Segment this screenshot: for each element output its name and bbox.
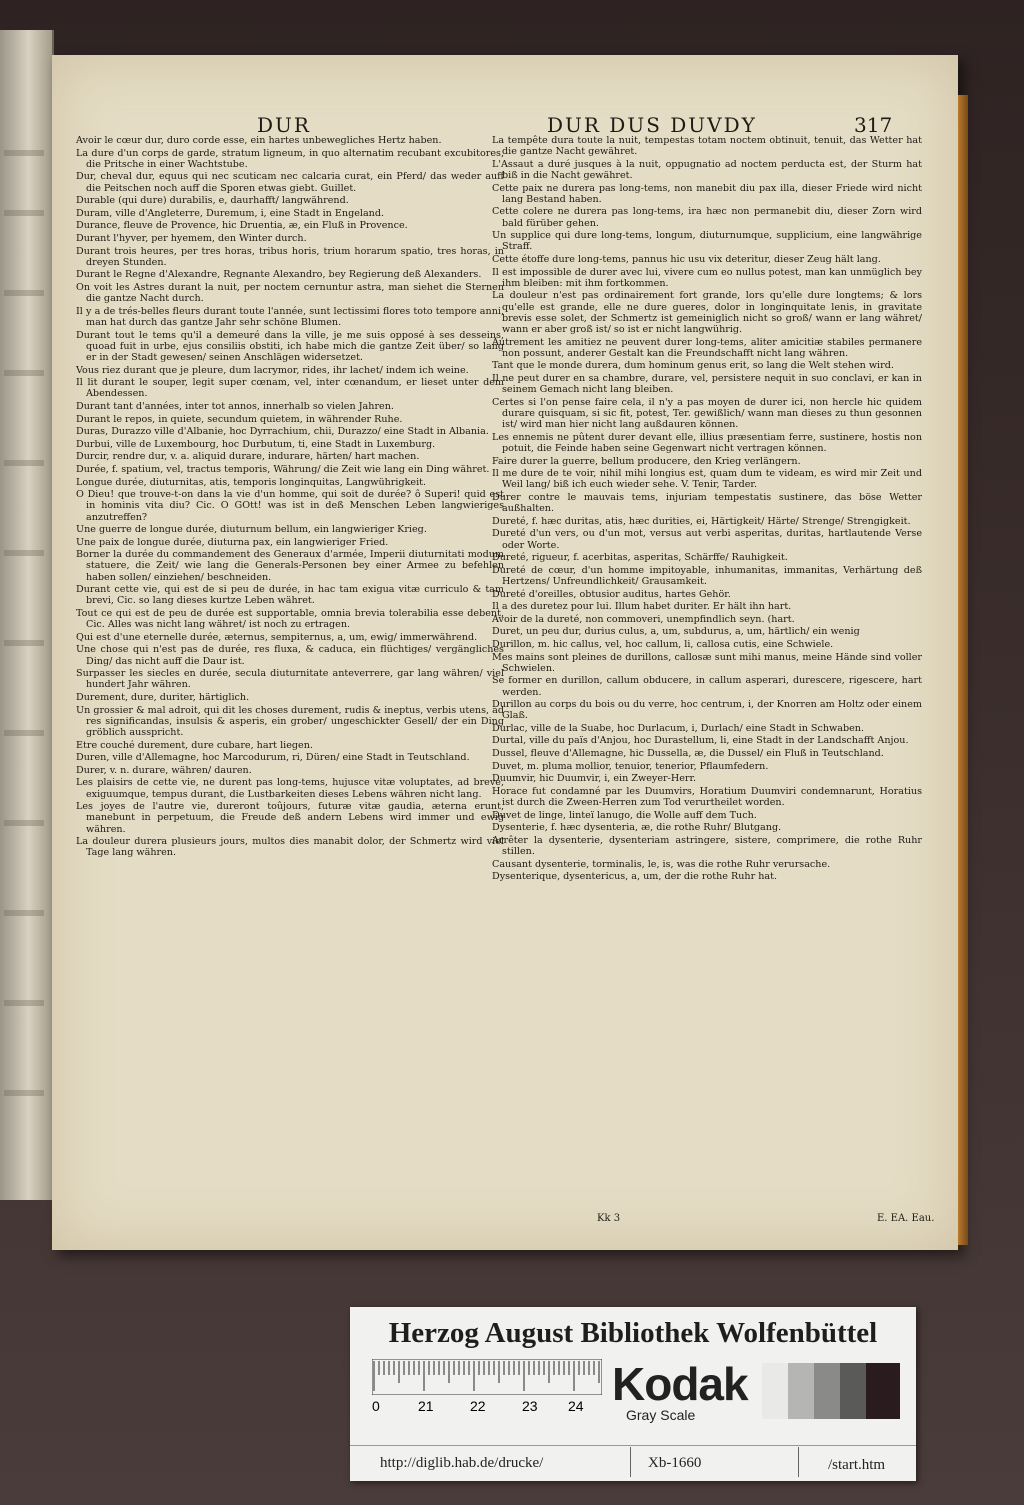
dictionary-entry: Borner la durée du commandement des Generaux d'armée, Imperii diuturnitati modum statuere, die Zeit/ wie lang die Generals-Personen bey einer Armee zu befehlen haben sollen/ einziehen/ beschneiden. <box>76 549 504 583</box>
ruler-numbers <box>372 1398 612 1414</box>
dictionary-entry: Une guerre de longue durée, diuturnum bellum, ein langwieriger Krieg. <box>76 524 427 536</box>
library-scan-card <box>350 1307 916 1481</box>
ruler-number: 21 <box>418 1398 434 1414</box>
dictionary-entry: Durant cette vie, qui est de si peu de durée, in hac tam exigua vitæ curriculo & tam brevi, Cic. so lang dieses kurtze Leben währet. <box>76 584 504 607</box>
dictionary-entry: Durée, f. spatium, vel, tractus temporis, Währung/ die Zeit wie lang ein Ding währet. <box>76 463 490 475</box>
dictionary-entry: Un supplice qui dure long-tems, longum, diuturnumque, supplicium, eine langwährige Straff. <box>492 230 922 253</box>
dictionary-entry: La douleur n'est pas ordinairement fort grande, lors qu'elle dure longtems; & lors qu'elle est grande, elle ne dure gueres, dolor in longinquitate lenis, in gravitate brevis esse solet, der Schmertz ist gemeiniglich nicht so groß/ wann er lang währet/ wann er aber groß ist/ so ist er nicht langwührig. <box>492 290 922 335</box>
library-url[interactable]: http://diglib.hab.de/drucke/ <box>380 1455 544 1471</box>
gray-swatch-1 <box>762 1363 788 1419</box>
dictionary-entry: La tempête dura toute la nuit, tempestas totam noctem obtinuit, tenuit, das Wetter hat die gantze Nacht gewähret. <box>492 135 922 158</box>
start-link[interactable]: /start.htm <box>828 1457 886 1473</box>
page-number: 317 <box>854 113 893 137</box>
scale-ruler <box>372 1359 602 1395</box>
dictionary-entry: Tant que le monde durera, dum hominum genus erit, so lang die Welt stehen wird. <box>492 360 894 372</box>
ruler-number: 23 <box>522 1398 538 1414</box>
dictionary-entry: Durable (qui dure) durabilis, e, daurhafft/ langwährend. <box>76 195 349 207</box>
dictionary-entry: Duumvir, hic Duumvir, i, ein Zweyer-Herr. <box>492 773 697 785</box>
signature-mark: Kk 3 <box>597 1213 621 1224</box>
catchword: E. EA. Eau. <box>877 1213 935 1224</box>
dictionary-entry: Une paix de longue durée, diuturna pax, ein langwieriger Fried. <box>76 536 389 548</box>
dictionary-entry: Les joyes de l'autre vie, dureront toûjours, futuræ vitæ gaudia, æterna erunt, manebunt in perpetuum, die Freude deß andern Lebens wird immer und ewig währen. <box>76 801 504 835</box>
dictionary-entry: Avoir le cœur dur, duro corde esse, ein hartes unbewegliches Hertz haben. <box>76 135 442 146</box>
dictionary-entry: La douleur durera plusieurs jours, multos dies manabit dolor, der Schmertz wird viel Tage lang währen. <box>76 836 504 859</box>
shelfmark: Xb-1660 <box>648 1455 702 1471</box>
dictionary-entry: Arrêter la dysenterie, dysenteriam astringere, sistere, comprimere, die rothe Ruhr stillen. <box>492 834 922 858</box>
dictionary-entry: Vous riez durant que je pleure, dum lacrymor, rides, ihr lachet/ indem ich weine. <box>76 364 469 376</box>
dictionary-entry: Il ne peut durer en sa chambre, durare, vel, persistere nequit in suo conclavi, er kan in seinem Gemach nicht lang bleiben. <box>492 372 922 396</box>
left-column <box>76 135 504 860</box>
dictionary-entry: L'Assaut a duré jusques à la nuit, oppugnatio ad noctem perducta est, der Sturm hat biß in die Nacht gewähret. <box>492 158 922 181</box>
dictionary-entry: Durant le repos, in quiete, secundum quietem, in währender Ruhe. <box>76 413 403 425</box>
dictionary-entry: Dysenterique, dysentericus, a, um, der die rothe Ruhr hat. <box>492 871 778 883</box>
dictionary-entry: Duren, ville d'Allemagne, hoc Marcodurum, ri, Düren/ eine Stadt in Teutschland. <box>76 752 470 764</box>
previous-page-edge <box>0 30 54 1200</box>
card-divider <box>630 1447 631 1477</box>
card-divider-line <box>350 1445 916 1446</box>
dictionary-entry: Cette paix ne durera pas long-tems, non manebit diu pax illa, dieser Friede wird nicht lang Bestand haben. <box>492 182 922 205</box>
kodak-logo: Kodak <box>612 1358 748 1410</box>
dictionary-entry: Dysenterie, f. hæc dysenteria, æ, die rothe Ruhr/ Blutgang. <box>492 822 782 834</box>
dictionary-entry: Une chose qui n'est pas de durée, res fluxa, & caduca, ein flüchtiges/ vergängliches Ding/ das nicht auff die Daur ist. <box>76 644 504 667</box>
dictionary-entry: Dur, cheval dur, equus qui nec scuticam nec calcaria curat, ein Pferd/ das weder auff die Peitschen noch auff die Sporen etwas giebt. Guillet. <box>76 171 504 194</box>
dictionary-entry: Etre couché durement, dure cubare, hart liegen. <box>76 739 313 751</box>
right-column <box>492 135 922 884</box>
gray-scale-label: Gray Scale <box>626 1407 696 1423</box>
dictionary-entry: Dussel, fleuve d'Allemagne, hic Dussella, æ, die Dussel/ ein Fluß in Teutschland. <box>492 748 884 760</box>
dictionary-entry: Dureté, rigueur, f. acerbitas, asperitas, Schärffe/ Rauhigkeit. <box>492 552 788 564</box>
dictionary-entry: Il me dure de te voir, nihil mihi longius est, quam dum te videam, es wird mir Zeit und Weil lang/ biß ich euch wieder sehe. V. Tenir, Tarder. <box>492 468 922 491</box>
book-page <box>52 55 958 1250</box>
gray-swatch-3 <box>814 1363 840 1419</box>
dictionary-entry: Certes si l'on pense faire cela, il n'y a pas moyen de durer ici, non hercle hic quidem durare quisquam, si sic fit, potest, Ter. gewißlich/ wann man dieses zu thun gesonnen ist/ wird man hier nicht lang außdauren können. <box>492 396 922 431</box>
dictionary-entry: Un grossier & mal adroit, qui dit les choses durement, rudis & ineptus, verbis utens, ad res significandas, insulsis & asperis, ein grober/ ungeschickter Gesell/ der ein Ding gröblich ausspricht. <box>76 704 504 739</box>
ruler-number: 24 <box>568 1398 584 1414</box>
dictionary-entry: Durillon au corps du bois ou du verre, hoc centrum, i, der Knorren am Holtz oder einem Glaß. <box>492 699 922 722</box>
dictionary-entry: Durillon, m. hic callus, vel, hoc callum, li, callosa cutis, eine Schwiele. <box>492 638 834 650</box>
running-header-right: DUR DUS DUVDY <box>547 113 757 137</box>
dictionary-entry: Horace fut condamné par les Duumvirs, Horatium Duumviri condemnarunt, Horatius ist durch die Zween-Herren zum Tod verurtheilet worden. <box>492 785 922 809</box>
dictionary-entry: Mes mains sont pleines de durillons, callosæ sunt mihi manus, meine Hände sind voller Schwielen. <box>492 651 922 674</box>
dictionary-entry: Durant l'hyver, per hyemem, den Winter durch. <box>76 232 307 244</box>
dictionary-entry: Durtal, ville du païs d'Anjou, hoc Durastellum, li, eine Stadt in der Landschafft Anjou. <box>492 735 909 747</box>
ruler-number: 22 <box>470 1398 486 1414</box>
dictionary-entry: Cette colere ne durera pas long-tems, ira hæc non permanebit diu, dieser Zorn wird bald fürüber gehen. <box>492 206 922 229</box>
running-header-left: DUR <box>257 113 311 137</box>
gray-swatch-5 <box>866 1363 900 1419</box>
dictionary-entry: Durer contre le mauvais tems, injuriam tempestatis sustinere, das böse Wetter außhalten. <box>492 491 922 515</box>
dictionary-entry: O Dieu! que trouve-t-on dans la vie d'un homme, qui soit de durée? ô Superi! quid est in hominis vita diu? Cic. O GOtt! was ist in deß Menschen Leben langwieriges anzutreffen? <box>76 489 504 523</box>
dictionary-entry: Qui est d'une eternelle durée, æternus, sempiternus, a, um, ewig/ immerwährend. <box>76 631 478 643</box>
dictionary-entry: Duret, un peu dur, durius culus, a, um, subdurus, a, um, härtlich/ ein wenig <box>492 626 860 638</box>
dictionary-entry: Durant trois heures, per tres horas, tribus horis, trium horarum spatio, tres horas, in dreyen Stunden. <box>76 245 504 268</box>
dictionary-entry: Causant dysenterie, torminalis, le, is, was die rothe Ruhr verursache. <box>492 858 831 870</box>
dictionary-entry: Avoir de la dureté, non commoveri, unempfindlich seyn. (hart. <box>492 613 795 625</box>
dictionary-entry: Les ennemis ne pûtent durer devant elle, illius præsentiam ferre, sustinere, hostis non potuit, die Feinde haben seine Gegenwart nicht vertragen können. <box>492 431 922 454</box>
dictionary-entry: Duvet de linge, linteï lanugo, die Wolle auff dem Tuch. <box>492 809 757 821</box>
dictionary-entry: Cette étoffe dure long-tems, pannus hic usu vix deteritur, dieser Zeug hält lang. <box>492 253 881 265</box>
dictionary-entry: Durbui, ville de Luxembourg, hoc Durbutum, ti, eine Stadt in Luxemburg. <box>76 438 436 450</box>
dictionary-entry: Durlac, ville de la Suabe, hoc Durlacum, i, Durlach/ eine Stadt in Schwaben. <box>492 722 865 734</box>
dictionary-entry: Durcir, rendre dur, v. a. aliquid durare, indurare, härten/ hart machen. <box>76 451 420 463</box>
dictionary-entry: Durer, v. n. durare, währen/ dauren. <box>76 764 252 776</box>
ruler-number: 0 <box>372 1398 380 1414</box>
gray-swatch-2 <box>788 1363 814 1419</box>
dictionary-entry: Dureté de cœur, d'un homme impitoyable, inhumanitas, immanitas, Verhärtung deß Hertzens/ Unfreundlichkeit/ Grausamkeit. <box>492 564 922 587</box>
dictionary-entry: Il est impossible de durer avec lui, vivere cum eo nullus potest, man kan unmüglich bey ihm bleiben: mit ihm fortkommen. <box>492 266 922 289</box>
dictionary-entry: Duvet, m. pluma mollior, tenuior, tenerior, Pflaumfedern. <box>492 760 769 772</box>
dictionary-entry: Durant tant d'années, inter tot annos, innerhalb so vielen Jahren. <box>76 400 394 412</box>
dictionary-entry: Durant le Regne d'Alexandre, Regnante Alexandro, bey Regierung deß Alexanders. <box>76 269 482 281</box>
dictionary-entry: Dureté d'oreilles, obtusior auditus, hartes Gehör. <box>492 588 731 600</box>
dictionary-entry: Dureté, f. hæc duritas, atis, hæc durities, ei, Härtigkeit/ Härte/ Strenge/ Strengigkeit. <box>492 515 911 527</box>
dictionary-entry: Tout ce qui est de peu de durée est supportable, omnia brevia tolerabilia esse debent, Cic. Alles was nicht lang währet/ ist noch zu ertragen. <box>76 608 504 631</box>
dictionary-entry: On voit les Astres durant la nuit, per noctem cernuntur astra, man siehet die Sternen die gantze Nacht durch. <box>76 281 504 305</box>
gray-swatch-4 <box>840 1363 866 1419</box>
dictionary-entry: Durement, dure, duriter, härtiglich. <box>76 692 250 704</box>
dictionary-entry: Duram, ville d'Angleterre, Duremum, i, eine Stadt in Engeland. <box>76 207 385 219</box>
dictionary-entry: Longue durée, diuturnitas, atis, temporis longinquitas, Langwührigkeit. <box>76 476 427 488</box>
dictionary-entry: Duras, Durazzo ville d'Albanie, hoc Dyrrachium, chii, Durazzo/ eine Stadt in Albania. <box>76 426 489 438</box>
page-edge <box>958 95 968 1245</box>
dictionary-entry: Se former en durillon, callum obducere, in callum asperari, durescere, rigescere, hart werden. <box>492 675 922 698</box>
dictionary-entry: Surpasser les siecles en durée, secula diuturnitate anteverrere, gar lang währen/ viel hundert Jahr währen. <box>76 668 504 691</box>
dictionary-entry: Les plaisirs de cette vie, ne durent pas long-tems, hujusce vitæ voluptates, ad breve, exiguumque, tempus durant, die Lustbarkeiten dieses Lebens währen nicht lang. <box>76 777 504 800</box>
library-name: Herzog August Bibliothek Wolfenbüttel <box>388 1317 878 1349</box>
dictionary-entry: Il lit durant le souper, legit super cœnam, vel, inter cœnandum, er lieset unter dem Abendessen. <box>76 377 504 400</box>
dictionary-entry: Durance, fleuve de Provence, hic Druentia, æ, ein Fluß in Provence. <box>76 220 408 232</box>
dictionary-entry: Faire durer la guerre, bellum producere, den Krieg verlängern. <box>492 455 801 467</box>
dictionary-entry: Il a des duretez pour lui. Illum habet duriter. Er hält ihn hart. <box>492 601 792 613</box>
dictionary-entry: Autrement les amitiez ne peuvent durer long-tems, aliter amicitiæ stabiles permanere non possunt, anderer Gestalt kan die Freundschafft nicht lang währen. <box>492 336 922 359</box>
dictionary-entry: Durant tout le tems qu'il a demeuré dans la ville, je me suis opposé à ses desseins, quoad fuit in urbe, ejus consiliis obstiti, ich habe mich die gantze Zeit über/ so lang er in der Stadt gewesen/ seinen Anschlägen widersetzet. <box>76 329 504 363</box>
dictionary-entry: La dure d'un corps de garde, stratum ligneum, in quo alternatim recubant excubitores, die Pritsche in einer Wachtstube. <box>76 147 504 170</box>
dictionary-entry: Dureté d'un vers, ou d'un mot, versus aut verbi asperitas, duritas, hartlautende Verse oder Worte. <box>492 528 922 551</box>
dictionary-entry: Il y a de trés-belles fleurs durant toute l'année, sunt lectissimi flores toto tempore anni, man hat durch das gantze Jahr sehr schöne Blumen. <box>76 305 504 328</box>
card-divider <box>798 1447 799 1477</box>
